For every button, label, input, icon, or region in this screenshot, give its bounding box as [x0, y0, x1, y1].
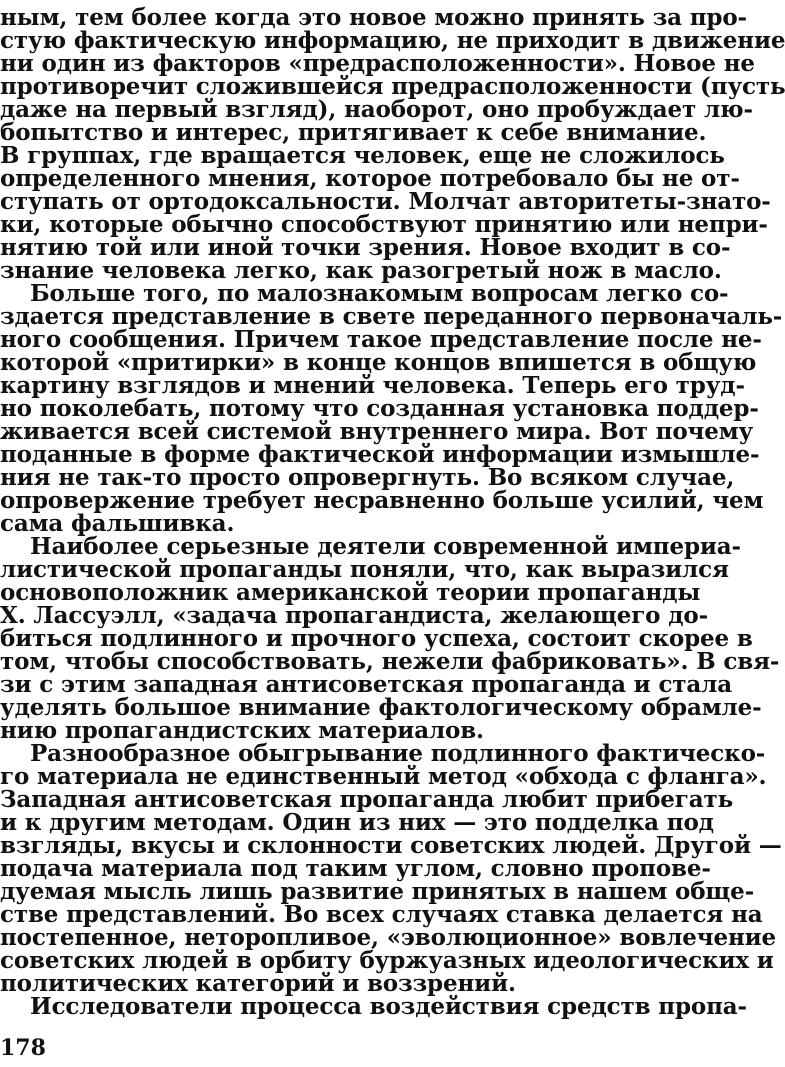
- text-line: здается представление в свете переданного первоначаль-: [0, 303, 783, 330]
- text-line: ступать от ортодоксальности. Молчат авторитеты-знато-: [0, 188, 771, 215]
- text-line: биться подлинного и прочного успеха, состоит скорее в: [0, 625, 753, 652]
- page-number: 178: [0, 1035, 46, 1061]
- text-line: картину взглядов и мнений человека. Теперь его труд-: [0, 372, 745, 399]
- text-line: ным, тем более когда это новое можно принять за про-: [0, 4, 747, 31]
- text-line: советских людей в орбиту буржуазных идеологических и: [0, 947, 774, 974]
- text-line: ного сообщения. Причем такое представление после не-: [0, 326, 762, 353]
- text-line: даже на первый взгляд), наоборот, оно пробуждает лю-: [0, 96, 753, 123]
- text-line: живается всей системой внутреннего мира. Вот почему: [0, 418, 754, 445]
- text-line: сама фальшивка.: [0, 510, 235, 537]
- text-line: стве представлений. Во всех случаях ставка делается на: [0, 901, 763, 928]
- text-line: зи с этим западная антисоветская пропаганда и стала: [0, 671, 732, 698]
- text-line: дуемая мысль лишь развитие принятых в нашем обще-: [0, 878, 754, 905]
- text-line: нятию той или иной точки зрения. Новое входит в со-: [0, 234, 731, 261]
- text-line: ки, которые обычно способствуют принятию или непри-: [0, 211, 768, 238]
- text-line: но поколебать, потому что созданная установка поддер-: [0, 395, 759, 422]
- text-line: нию пропагандистских материалов.: [0, 717, 484, 744]
- text-line: ни один из факторов «предрасположенности». Новое не: [0, 50, 755, 77]
- text-line: подача материала под таким углом, словно пропове-: [0, 855, 711, 882]
- text-line: Разнообразное обыгрывание подлинного фактическо-: [30, 740, 766, 767]
- text-line: знание человека легко, как разогретый нож в масло.: [0, 257, 722, 284]
- text-line: том, чтобы способствовать, нежели фабриковать». В свя-: [0, 648, 780, 675]
- text-line: поданные в форме фактической информации измышле-: [0, 441, 760, 468]
- text-line: Западная антисоветская пропаганда любит прибегать: [0, 786, 734, 813]
- text-line: уделять большое внимание фактологическому обрамле-: [0, 694, 762, 721]
- text-line: и к другим методам. Один из них — это подделка под: [0, 809, 714, 836]
- text-line: В группах, где вращается человек, еще не сложилось: [0, 142, 725, 169]
- text-line: Больше того, по малознакомым вопросам легко со-: [30, 280, 729, 307]
- text-line: Исследователи процесса воздействия средств пропа-: [30, 993, 747, 1020]
- text-line: постепенное, неторопливое, «эволюционное» вовлечение: [0, 924, 777, 951]
- text-line: основоположник американской теории пропаганды: [0, 579, 701, 606]
- text-line: политических категорий и воззрений.: [0, 970, 516, 997]
- text-line: взгляды, вкусы и склонности советских людей. Другой —: [0, 832, 782, 859]
- text-line: Наиболее серьезные деятели современной империа-: [30, 533, 741, 560]
- text-line: Х. Лассуэлл, «задача пропагандиста, желающего до-: [0, 602, 708, 629]
- text-line: го материала не единственный метод «обхода с фланга».: [0, 763, 767, 790]
- text-line: опровержение требует несравненно больше усилий, чем: [0, 487, 764, 514]
- text-line: определенного мнения, которое потребовало бы не от-: [0, 165, 740, 192]
- text-line: листической пропаганды поняли, что, как выразился: [0, 556, 729, 583]
- text-line: противоречит сложившейся предрасположенности (пусть: [0, 73, 785, 100]
- text-line: стую фактическую информацию, не приходит в движение: [0, 27, 785, 54]
- text-line: бопытство и интерес, притягивает к себе внимание.: [0, 119, 707, 146]
- text-line: ния не так-то просто опровергнуть. Во всяком случае,: [0, 464, 735, 491]
- text-line: которой «притирки» в конце концов впишется в общую: [0, 349, 757, 376]
